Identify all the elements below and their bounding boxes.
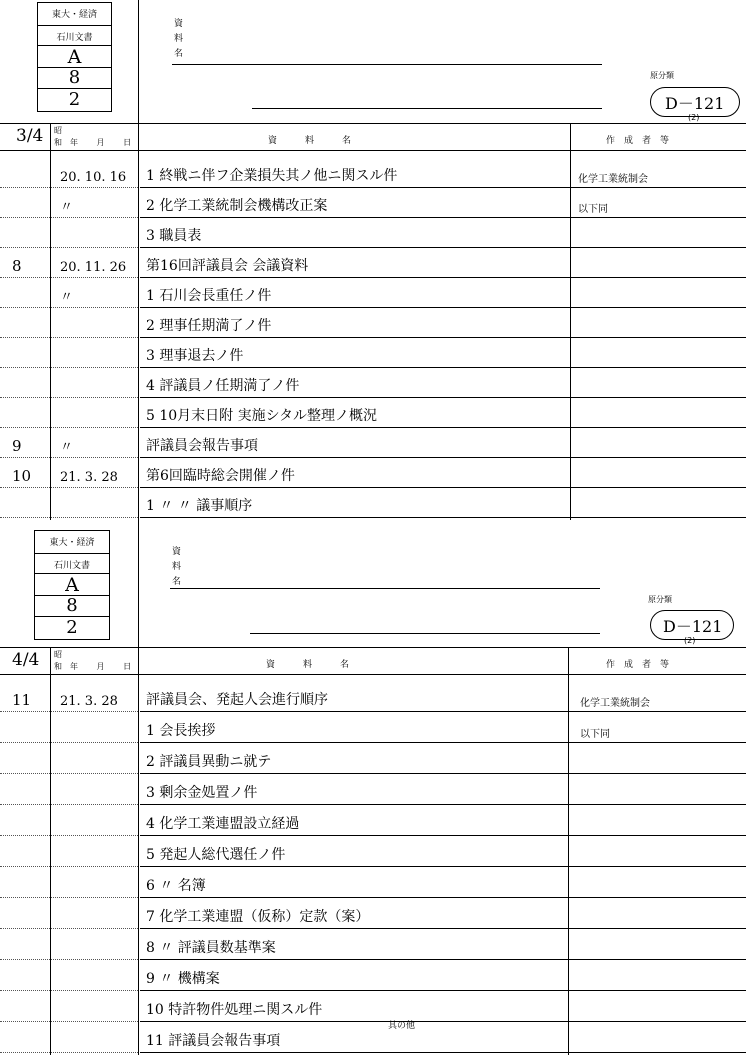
table-row [0, 367, 746, 397]
row-number: 10 [12, 467, 32, 485]
table-row [0, 1021, 746, 1052]
row-title: 8 〃 評議員数基準案 [146, 940, 276, 956]
row-title: 第16回評議員会 会議資料 [146, 258, 309, 274]
row-date: 〃 [60, 440, 74, 455]
hdr-date: 年 月 日 [70, 138, 132, 147]
row-divider [0, 1052, 138, 1053]
hdr-author: 作成者等 [606, 136, 679, 146]
hdr-era2: 和 [54, 662, 62, 671]
row-title: 2 化学工業統制会機構改正案 [146, 198, 328, 214]
row-title: 3 剰余金処置ノ件 [146, 785, 258, 801]
label-ryo: 料 [174, 34, 184, 44]
table-row [0, 866, 746, 897]
hdr-author: 作成者等 [606, 660, 679, 670]
row-title: 10 特許物件処理ニ関スル件 [146, 1002, 323, 1018]
header-bottom-line [0, 150, 746, 151]
page-number: 4/4 [12, 650, 40, 670]
row-title: 7 化学工業連盟（仮称）定款（案） [146, 909, 370, 925]
stamp-line2: 石川文書 [35, 553, 109, 571]
row-author: 化学工業統制会 [580, 698, 650, 709]
row-title: 評議員会報告事項 [146, 438, 258, 454]
table-row [0, 337, 746, 367]
row-title: 評議員会、発起人会進行順序 [146, 692, 328, 708]
page-number: 3/4 [16, 126, 44, 146]
hdr-date: 年 月 日 [70, 662, 132, 671]
row-date: 20. 11. 26 [60, 260, 127, 275]
label-ryo: 料 [172, 562, 182, 572]
row-title: 2 理事任期満了ノ件 [146, 318, 272, 334]
table-row [0, 427, 746, 457]
row-title: 9 〃 機構案 [146, 971, 220, 987]
row-title: 4 評議員ノ任期満了ノ件 [146, 378, 300, 394]
stamp-num1: 8 [35, 595, 109, 616]
archive-stamp [34, 530, 110, 640]
class-sub: (2) [684, 636, 696, 645]
header-bottom-line [0, 674, 746, 675]
row-title: 6 〃 名簿 [146, 878, 206, 894]
table-row [0, 742, 746, 773]
label-mei: 名 [174, 49, 184, 59]
stamp-num2: 2 [38, 88, 111, 110]
hdr-era1: 昭 [54, 126, 62, 135]
row-title: 3 理事退去ノ件 [146, 348, 244, 364]
row-title: 3 職員表 [146, 228, 202, 244]
table-row [0, 187, 746, 217]
label-mei: 名 [172, 577, 182, 587]
row-title: 第6回臨時総会開催ノ件 [146, 468, 295, 484]
hdr-title: 資料名 [266, 660, 378, 670]
table-row [0, 773, 746, 804]
row-date: 〃 [60, 200, 74, 215]
title-line-1 [172, 64, 602, 65]
table-row [0, 680, 746, 711]
class-code: D－121 [663, 617, 723, 636]
stamp-letter: A [35, 573, 109, 596]
row-title: 5 10月末日附 実施シタル整理ノ概況 [146, 408, 378, 424]
row-date: 21. 3. 28 [60, 470, 118, 485]
row-title: 2 評議員異動ニ就テ [146, 754, 272, 770]
class-code: D－121 [665, 94, 725, 113]
stamp-col-line [138, 0, 139, 123]
last-note: 其の他 [388, 1021, 416, 1031]
table-row [0, 990, 746, 1021]
class-sub: (2) [688, 113, 700, 122]
archive-stamp [37, 2, 112, 112]
table-row [0, 897, 746, 928]
row-divider [0, 517, 138, 518]
table-row [0, 711, 746, 742]
row-date: 21. 3. 28 [60, 694, 118, 709]
table-row [0, 397, 746, 427]
header-top-line [0, 647, 746, 648]
table-row [0, 928, 746, 959]
row-author: 以下同 [580, 729, 610, 740]
row-title: 11 評議員会報告事項 [146, 1033, 281, 1049]
title-line-1 [170, 588, 600, 589]
row-title: 4 化学工業連盟設立経過 [146, 816, 300, 832]
stamp-num1: 8 [38, 67, 111, 88]
row-date: 20. 10. 16 [60, 170, 127, 185]
stamp-col-line [138, 520, 139, 647]
title-line-2 [250, 633, 600, 634]
row-number: 8 [12, 257, 22, 275]
table-row [0, 277, 746, 307]
table-row [0, 247, 746, 277]
header-top-line [0, 123, 746, 124]
sheet-top [0, 0, 746, 520]
table-row [0, 457, 746, 487]
hdr-title: 資料名 [268, 136, 380, 146]
class-label: 原分類 [648, 595, 672, 604]
hdr-era2: 和 [54, 138, 62, 147]
stamp-line1: 東大・経済 [49, 538, 95, 548]
row-divider [140, 517, 746, 518]
row-author: 化学工業統制会 [578, 174, 648, 185]
table-row [0, 959, 746, 990]
table-row [0, 307, 746, 337]
title-line-2 [252, 108, 602, 109]
row-title: 1 終戦ニ伴フ企業損失其ノ他ニ関スル件 [146, 168, 398, 184]
table-row [0, 157, 746, 187]
row-title: 1 会長挨拶 [146, 723, 216, 739]
table-row [0, 835, 746, 866]
label-shi: 資 [174, 19, 184, 29]
row-number: 9 [12, 437, 22, 455]
table-row [0, 487, 746, 517]
stamp-line2: 石川文書 [38, 25, 111, 43]
row-title: 1 石川会長重任ノ件 [146, 288, 272, 304]
stamp-line1: 東大・経済 [51, 10, 97, 20]
hdr-era1: 昭 [54, 650, 62, 659]
row-author: 以下同 [578, 204, 608, 215]
row-date: 〃 [60, 290, 74, 305]
stamp-letter: A [38, 45, 111, 68]
row-number: 11 [12, 691, 32, 709]
table-row [0, 217, 746, 247]
stamp-num2: 2 [35, 616, 109, 638]
row-title: 1 〃 〃 議事順序 [146, 498, 253, 514]
sheet-bottom [0, 520, 746, 1055]
table-row [0, 804, 746, 835]
row-divider [140, 1052, 746, 1053]
row-title: 5 発起人総代選任ノ件 [146, 847, 286, 863]
label-shi: 資 [172, 547, 182, 557]
class-label: 原分類 [650, 71, 674, 80]
